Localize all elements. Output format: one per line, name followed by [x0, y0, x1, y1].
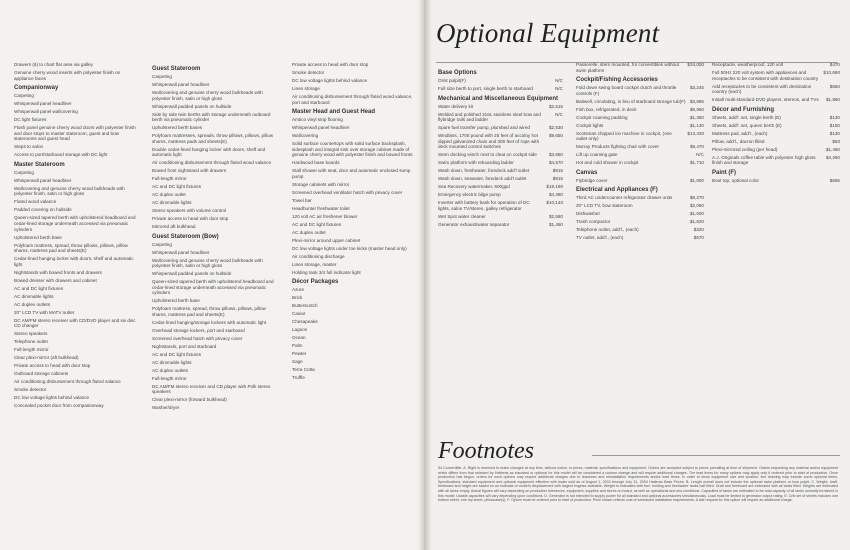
option-price: $50: [832, 138, 840, 144]
option-row: [438, 78, 563, 84]
option-row: [712, 84, 840, 95]
spec-item: Azure: [292, 287, 305, 293]
spec-item: Pewter: [292, 351, 307, 357]
footnotes-title: Footnotes: [438, 438, 534, 464]
option-label: Full size berth to port, single berth to starboard: [438, 85, 533, 91]
spec-item: Storage cabinets with mirror: [292, 181, 350, 187]
option-row: [438, 176, 563, 182]
option-row: [576, 85, 704, 96]
option-price: $470: [829, 62, 840, 67]
spec-item: Access to port/starboard storage with DC light: [14, 152, 108, 158]
section-heading: Cockpit/Fishing Accessories: [576, 77, 658, 84]
option-price: $1,800: [689, 177, 704, 183]
option-label: Omit pulpit(F): [438, 78, 466, 83]
spec-item: DC AM/FM stereo receiver and CD player with Polk stereo speakers: [152, 383, 271, 395]
option-label: Add receptacles to be consistent with destination country (each): [712, 83, 812, 95]
option-label: Third AC undercounter refrigerator drawer units: [576, 195, 673, 201]
option-price: $150: [829, 122, 840, 128]
spec-item: AC duplex outlets: [152, 367, 189, 373]
option-row: [712, 62, 840, 68]
option-row: [576, 235, 704, 241]
option-row: [576, 219, 704, 225]
left-column-3: [292, 62, 414, 383]
option-label: Fish box, refrigerated, in deck: [576, 106, 637, 112]
option-row: [576, 123, 704, 129]
option-price: $1,460: [825, 146, 840, 152]
option-label: Inverter with battery bank for operation of DC lights, salon TV/stereo, galley refrigerator: [438, 200, 530, 211]
spec-item: Padded covering on hullside: [14, 207, 72, 213]
spec-item: Wallcovering and genuine cherry wood bulkheads with polyester finish, satin or high gloss: [152, 257, 263, 269]
option-label: Telephone outlet, add'l., (each): [576, 227, 639, 233]
option-price: $2,060: [689, 203, 704, 209]
spec-item: Hardwood base boards: [292, 160, 340, 166]
spec-item: Lagoon: [292, 327, 308, 333]
option-row: [576, 178, 704, 184]
option-label: Install multi-standard DVD players, stereos, and TVs: [712, 97, 819, 103]
spec-item: Mirrored aft bulkhead: [152, 224, 196, 230]
option-row: [576, 160, 704, 166]
right-column-3: [712, 62, 840, 186]
spec-item: AC dimmable lights: [152, 359, 192, 365]
option-label: Baitwell, circulating, in lieu of starboard storage tub(F): [576, 98, 686, 104]
spec-item: Private access to head with door stop: [292, 62, 369, 67]
spec-item: Linen storage: [292, 85, 320, 91]
option-label: Wash down, seawater, foredeck add'l outlet: [438, 176, 527, 182]
spec-item: Truffle: [292, 375, 305, 381]
section-heading: Master Head and Guest Head: [292, 109, 376, 116]
option-price: $3,885: [689, 98, 704, 104]
section-heading: Décor Packages: [292, 279, 339, 286]
option-price: $320: [693, 227, 704, 233]
option-label: Cockpit coaming padding: [576, 114, 628, 120]
spec-item: Double cedar-lined hanging locker with doors, shelf and automatic light: [152, 146, 266, 158]
spec-item: Whisperwall padded panels on hullside: [152, 103, 232, 109]
spec-item: Wallcovering: [292, 133, 319, 139]
option-price: $130: [829, 114, 840, 120]
option-label: TV outlet, add'l., (each): [576, 235, 624, 241]
option-price: $9,650: [548, 133, 563, 139]
option-price: $2,515: [548, 103, 563, 109]
option-label: Generator exhaust/water separator: [438, 221, 510, 227]
option-row: [576, 203, 704, 209]
spec-item: Polyfoam mattress, spread, throw pillows, pillows, pillow shams, mattress pad and sheets(E): [152, 306, 266, 317]
section-heading: Mechanical and Miscellaneous Equipment: [438, 95, 559, 102]
option-row: [576, 144, 704, 150]
spec-item: Stereo speakers with volume control: [152, 208, 227, 214]
option-price: $915: [552, 176, 563, 182]
spec-item: Queen-sized tapered berth with upholstered headboard and cedar-lined storage underneath accessed via pneumatic cylinders: [14, 215, 136, 232]
option-price: $1,860: [825, 97, 840, 103]
spec-item: Smoke detector: [14, 387, 47, 393]
footnotes-rule: [592, 455, 840, 456]
spec-item: Drawers (6) to chart flat area via galley: [14, 62, 93, 67]
option-row: [438, 133, 563, 150]
option-label: Plexi-mirrored ceiling (per head): [712, 146, 778, 152]
option-price: $570: [693, 235, 704, 241]
spec-item: Clear plexi-mirror (aft bulkhead): [14, 355, 79, 361]
spec-item: Nightstands, port and starboard: [152, 343, 217, 349]
spec-item: AC and DC light fixtures: [292, 221, 342, 227]
spec-item: 20" LCD TV with MATV outlet: [14, 309, 74, 315]
option-price: $2,580: [548, 213, 563, 219]
option-label: Sheets, add'l. set, single berth (E): [712, 114, 781, 120]
option-price: N/C: [555, 85, 563, 91]
option-label: Wet Spot water cleaner: [438, 213, 486, 219]
option-price: $3,245: [689, 85, 704, 91]
spec-item: Wallcovering and genuine cherry wood bulkheads with polyester finish, satin or high gloss: [152, 89, 263, 101]
option-row: [712, 123, 840, 129]
option-price: $1,130: [689, 122, 704, 128]
spec-item: Air conditioning discharge: [292, 253, 345, 259]
spec-item: Wallcovering and genuine cherry wood bulkheads with polyester finish, satin or high gloss: [14, 185, 125, 197]
spec-item: Stereo speakers: [14, 331, 48, 337]
spec-item: AC and DC light fixtures: [14, 285, 64, 291]
spec-item: Air conditioning disbursement through fluted valance: [14, 379, 121, 385]
option-price: $1,620: [689, 219, 704, 225]
option-price: $915: [552, 168, 563, 174]
option-price: $665: [829, 177, 840, 183]
spec-item: Queen-sized tapered berth with upholstered headboard and cedar-lined storage underneath accessed via pneumatic cylinders: [152, 279, 274, 296]
section-heading: Canvas: [576, 169, 598, 176]
option-label: A.J. Originals coffee table with polyester high gloss finish and storage: [712, 154, 816, 166]
option-row: [712, 97, 840, 103]
spec-item: Full-length mirror: [152, 176, 187, 182]
spec-item: Upholstered berth bases: [152, 125, 203, 131]
option-row: [438, 86, 563, 92]
spec-item: 120 volt AC air freshener blower: [292, 213, 358, 219]
spec-item: DC light fixtures: [14, 117, 47, 123]
option-price: N/C: [696, 152, 704, 158]
option-label: Mattress pad, add'l., (each): [712, 130, 768, 136]
spec-item: Whisperwall panel headliner: [152, 249, 210, 255]
option-price: $1,350: [689, 114, 704, 120]
spec-item: Screened overhead hatch with privacy cover: [152, 335, 243, 341]
option-label: Lift up coaming gate: [576, 152, 618, 158]
spec-item: Linen storage, master: [292, 261, 337, 267]
page-title: Optional Equipment: [436, 18, 660, 48]
spec-item: Sage: [292, 359, 303, 365]
option-price: $34,000: [687, 62, 704, 67]
option-row: [576, 195, 704, 201]
spec-item: Carpeting: [152, 241, 172, 247]
option-row: [438, 184, 563, 190]
option-row: [712, 70, 840, 81]
option-row: [712, 139, 840, 145]
spec-item: Fluted wood valance: [14, 199, 57, 205]
spec-item: Full-length mirror: [152, 375, 187, 381]
option-price: $8,470: [689, 144, 704, 150]
spec-item: DC low voltage lights behind valance: [292, 77, 368, 83]
section-heading: Base Options: [438, 70, 477, 76]
option-label: Sea Recovery watermaker, 600gpd: [438, 184, 510, 190]
spec-item: DC low voltage lights under toe kicks (master head only): [292, 245, 407, 251]
spec-item: Bowed dresser with drawers and cabinet: [14, 277, 97, 283]
spec-item: Whisperwall padded panels on hullside: [152, 271, 232, 277]
option-label: Boot top, optional color: [712, 177, 759, 183]
option-price: $550: [829, 83, 840, 89]
section-heading: Décor and Furnishing: [712, 106, 775, 113]
spec-item: Screened overhead ventilator hatch with privacy cover: [292, 189, 403, 195]
spec-item: Towel bar: [292, 197, 312, 203]
option-price: $10,690: [823, 69, 840, 75]
spec-item: DC low voltage lights behind valance: [14, 395, 90, 401]
spec-item: Private access to head with door stop: [152, 216, 229, 222]
spec-item: Private access to head with door stop: [14, 363, 91, 369]
option-label: Wash down, freshwater, foredeck add'l outlet: [438, 168, 530, 174]
option-row: [712, 155, 840, 166]
option-price: N/C: [555, 111, 563, 117]
option-price: $18,190: [546, 184, 563, 190]
spec-item: DC AM/FM stereo receiver with CD/DVD player and six disc CD changer: [14, 317, 136, 329]
option-label: Fold down swing board cockpit clutch and throttle controls (F): [576, 85, 677, 96]
spec-item: Carpeting: [14, 169, 34, 175]
option-price: $130: [829, 130, 840, 136]
spec-item: AC duplex outlets: [14, 301, 51, 307]
spec-item: Whisperwall panel headliner: [14, 101, 72, 107]
option-row: [438, 200, 563, 211]
option-row: [438, 125, 563, 131]
option-label: 20" LCD TV, bow stateroom: [576, 203, 633, 209]
option-label: Dishwasher: [576, 211, 600, 217]
option-row: [576, 131, 704, 142]
option-row: [712, 147, 840, 153]
spec-item: Nightstands with bowed fronts and drawers: [14, 269, 102, 275]
spec-item: Upholstered berth base: [152, 298, 200, 304]
option-row: [576, 152, 704, 158]
spec-item: Overhead storage lockers, port and starboard: [152, 327, 245, 333]
option-label: Murray Products fighting chair with cover: [576, 144, 659, 150]
spec-item: Terra Cotta: [292, 367, 315, 373]
spec-item: Genuine cherry wood inserts with polyester finish on appliance faces: [14, 69, 121, 81]
option-price: $1,500: [689, 211, 704, 217]
spec-item: Caviar: [292, 311, 306, 317]
spec-item: Telephone outlet: [14, 339, 48, 345]
option-label: Scotsman chipped ice machine in cockpit, (one outlet only): [576, 130, 672, 142]
spec-item: Amtico vinyl strip flooring: [292, 117, 343, 123]
option-label: Full 50Hz 220 volt system with appliances and receptacles to be consistent with destination country: [712, 69, 819, 81]
spec-item: Steps to salon: [14, 144, 44, 150]
option-price: N/C: [555, 78, 563, 83]
option-row: [576, 107, 704, 113]
spec-item: Carpeting: [152, 74, 172, 79]
footnotes-text: 54 Convertible. A. Right is reserved to make changes at any time, without notice, in prices, material, specifications and equipment. Orders are accepted subject to prices prevailing at time of shipment. Orders requesting any material and/or equipment which differs from that selected by Hatteras as standard or optional for this model will be considered a custom change and will require additional charges. The lead times for many options may apply only if ordered prior to start of production. Once production has begun, orders for such options may require additional charges due to teardown and reinstallation requirements and/or lead times. In order to show equipment size and location, line drawing may include some optional items. Specifications, standard equipment and optional equipment effective with boats sold as of August 1, 2003 through July 31, 2004 Hatteras Base Prices. B. Length overall does not include the optional swim platform or bow pulpit. C. Weight, draft, freeboard and height are based on an estimate of model's displacement with largest engines available. Weight is estimated with fuel, holding and freshwater tanks half filled. Draft and freeboard are estimated with all tanks filled. Heights are estimated with all tanks empty. Actual figures will vary depending on production tolerances, equipment, supplies and stores on board, as well as operational and sea conditions. Capacities of tanks are estimated to be total capacity of all tanks normally furnished in this model. Usable capacities will vary depending upon conditions. D. Generator is not intended to supply power for all standard and optional accessories simultaneously. Load must be limited to generator output rating. E. Crib set of sheets includes one bottom sheet, one top sheet, pillowcase(s). F. Option must be ordered prior to start of production. Price shown reflects cost of scheduled installation requirements. A late request for this option will require an additional charge.: [438, 466, 838, 503]
option-row: [712, 131, 840, 137]
spec-item: Cedar-lined hanging/storage lockers with automatic light: [152, 319, 267, 325]
spec-item: Whisperwall panel headliner: [152, 81, 210, 87]
option-label: Stern docking winch next to cleat on cockpit side: [438, 152, 537, 158]
option-price: $1,450: [548, 221, 563, 227]
spec-item: Whisperwall panel wallcovering: [14, 109, 78, 115]
section-heading: Paint (F): [712, 169, 736, 176]
spec-item: Upholstered berth base: [14, 234, 62, 240]
spec-item: Clear plexi-mirror (forward bulkhead): [152, 397, 227, 403]
spec-item: Plexi-mirror around upper cabinet: [292, 237, 361, 243]
spec-item: Ocean: [292, 335, 306, 341]
option-row: [438, 112, 563, 123]
left-column-1: [14, 62, 140, 411]
option-price: $10,140: [546, 200, 563, 206]
option-label: Trash compactor: [576, 219, 611, 225]
option-label: Sheets, add'l. set, queen berth (E): [712, 122, 782, 128]
spec-item: Butterscotch: [292, 303, 318, 309]
spec-item: AC dimmable lights: [14, 293, 54, 299]
spec-item: Headhunter freshwater toilet: [292, 205, 350, 211]
spec-item: Stall shower with seat, door and automatic enclosed sump pump: [292, 168, 411, 179]
option-row: [438, 192, 563, 198]
option-row: [438, 152, 563, 158]
spec-item: Polyfoam mattress, spread, throw pillows, pillows, pillow shams, mattress pad and sheets(E): [14, 242, 128, 254]
option-label: Flybridge cover: [576, 177, 608, 183]
option-label: Emergency electric bilge pump: [438, 192, 501, 198]
right-column-2: [576, 62, 704, 243]
option-price: $4,260: [825, 154, 840, 160]
section-heading: Master Stateroom: [14, 161, 65, 168]
spec-item: Carpeting: [14, 93, 34, 99]
option-label: Cockpit lights: [576, 122, 604, 128]
option-price: $4,570: [548, 160, 563, 166]
spec-item: Holding tank 3/4 full indicator light: [292, 269, 361, 275]
spec-item: Whisperwall panel headliner: [14, 177, 72, 183]
spec-item: AC and DC light fixtures: [152, 351, 202, 357]
section-heading: Guest Stateroom: [152, 66, 201, 72]
option-price: $5,950: [689, 106, 704, 112]
option-label: Passerelle, stern mounted, for convertibles without swim platform: [576, 62, 679, 73]
spec-item: Chesapeake: [292, 319, 318, 325]
option-price: $13,330: [687, 130, 704, 136]
option-label: Swim platform with reboarding ladder: [438, 160, 514, 166]
option-row: [712, 115, 840, 121]
spec-item: Cedar-lined hanging locker with doors, shelf and automatic light: [14, 256, 134, 267]
option-label: Windlass, 1700 pound with 25 feet of acculoy hot dipped galvanized chain and 300 feet of rope with deck mounted control switches: [438, 133, 540, 150]
section-heading: Electrical and Appliances (F): [576, 187, 658, 194]
option-row: [438, 222, 563, 228]
right-column-1: [438, 66, 563, 230]
spec-item: Whisperwall panel headliner: [292, 125, 350, 131]
spec-item: Smoke detector: [292, 69, 325, 75]
option-label: Receptacle, weatherproof, 120 volt: [712, 62, 783, 67]
option-label: Spare fuel transfer pump, plumbed and wired: [438, 125, 530, 131]
option-price: $2,530: [548, 125, 563, 131]
option-row: [438, 214, 563, 220]
option-price: $1,710: [689, 160, 704, 166]
spec-item: AC and DC light fixtures: [152, 184, 202, 190]
spec-item: Concealed pocket door from companionway: [14, 403, 104, 409]
option-price: $3,650: [548, 152, 563, 158]
spec-item: Solid surface countertops with solid surface backsplash, sidesplash and integral sink over storage cabinet made of genuine cherry wood with polyester finish and bowed fronts: [292, 141, 413, 158]
option-label: Water delivery kit: [438, 103, 474, 109]
option-price: $6,270: [689, 195, 704, 201]
page-gutter: [418, 0, 432, 550]
spec-item: AC dimmable lights: [152, 200, 192, 206]
option-row: [576, 99, 704, 105]
spec-item: Side by side twin berths with storage underneath outboard berth via pneumatic cylinder: [152, 111, 271, 123]
option-row: [438, 104, 563, 110]
spec-item: Outboard storage cabinets: [14, 371, 69, 377]
option-price: $4,380: [548, 192, 563, 198]
left-column-2: [152, 62, 280, 413]
option-row: [576, 227, 704, 233]
option-row: [576, 62, 704, 73]
spec-item: Palm: [292, 343, 303, 349]
option-row: [576, 115, 704, 121]
option-label: Hot and cold shower in cockpit: [576, 160, 639, 166]
spec-item: Full-length mirror: [14, 347, 49, 353]
section-heading: Guest Stateroom (Bow): [152, 233, 219, 240]
spec-item: Bowed front nightstand with drawers: [152, 168, 227, 174]
option-row: [712, 178, 840, 184]
option-label: Pillow, add'l., dacron filled: [712, 138, 765, 144]
spec-item: Polyfoam mattresses, spreads, throw pillows, pillows, pillow shams, mattress pads and sheets(E): [152, 133, 274, 144]
spec-item: AC duplex outlet: [292, 229, 326, 235]
option-row: [438, 160, 563, 166]
spec-item: Brick: [292, 295, 303, 301]
option-label: Welded and polished 316L stainless steel bow and flybridge rails and ladder: [438, 111, 541, 123]
spec-item: AC duplex outlet: [152, 192, 186, 198]
option-row: [438, 168, 563, 174]
spec-item: Air conditioning disbursement through fluted wood valance, port and starboard: [292, 93, 413, 105]
option-row: [576, 211, 704, 217]
spec-item: Washer/dryer: [152, 405, 180, 411]
section-heading: Companionway: [14, 85, 59, 92]
spec-item: Air conditioning disbursement through fluted wood valance: [152, 160, 272, 166]
spec-item: Flush panel genuine cherry wood doors with polyester finish and door stops to master stateroom, guest and bow staterooms and guest head: [14, 125, 136, 142]
